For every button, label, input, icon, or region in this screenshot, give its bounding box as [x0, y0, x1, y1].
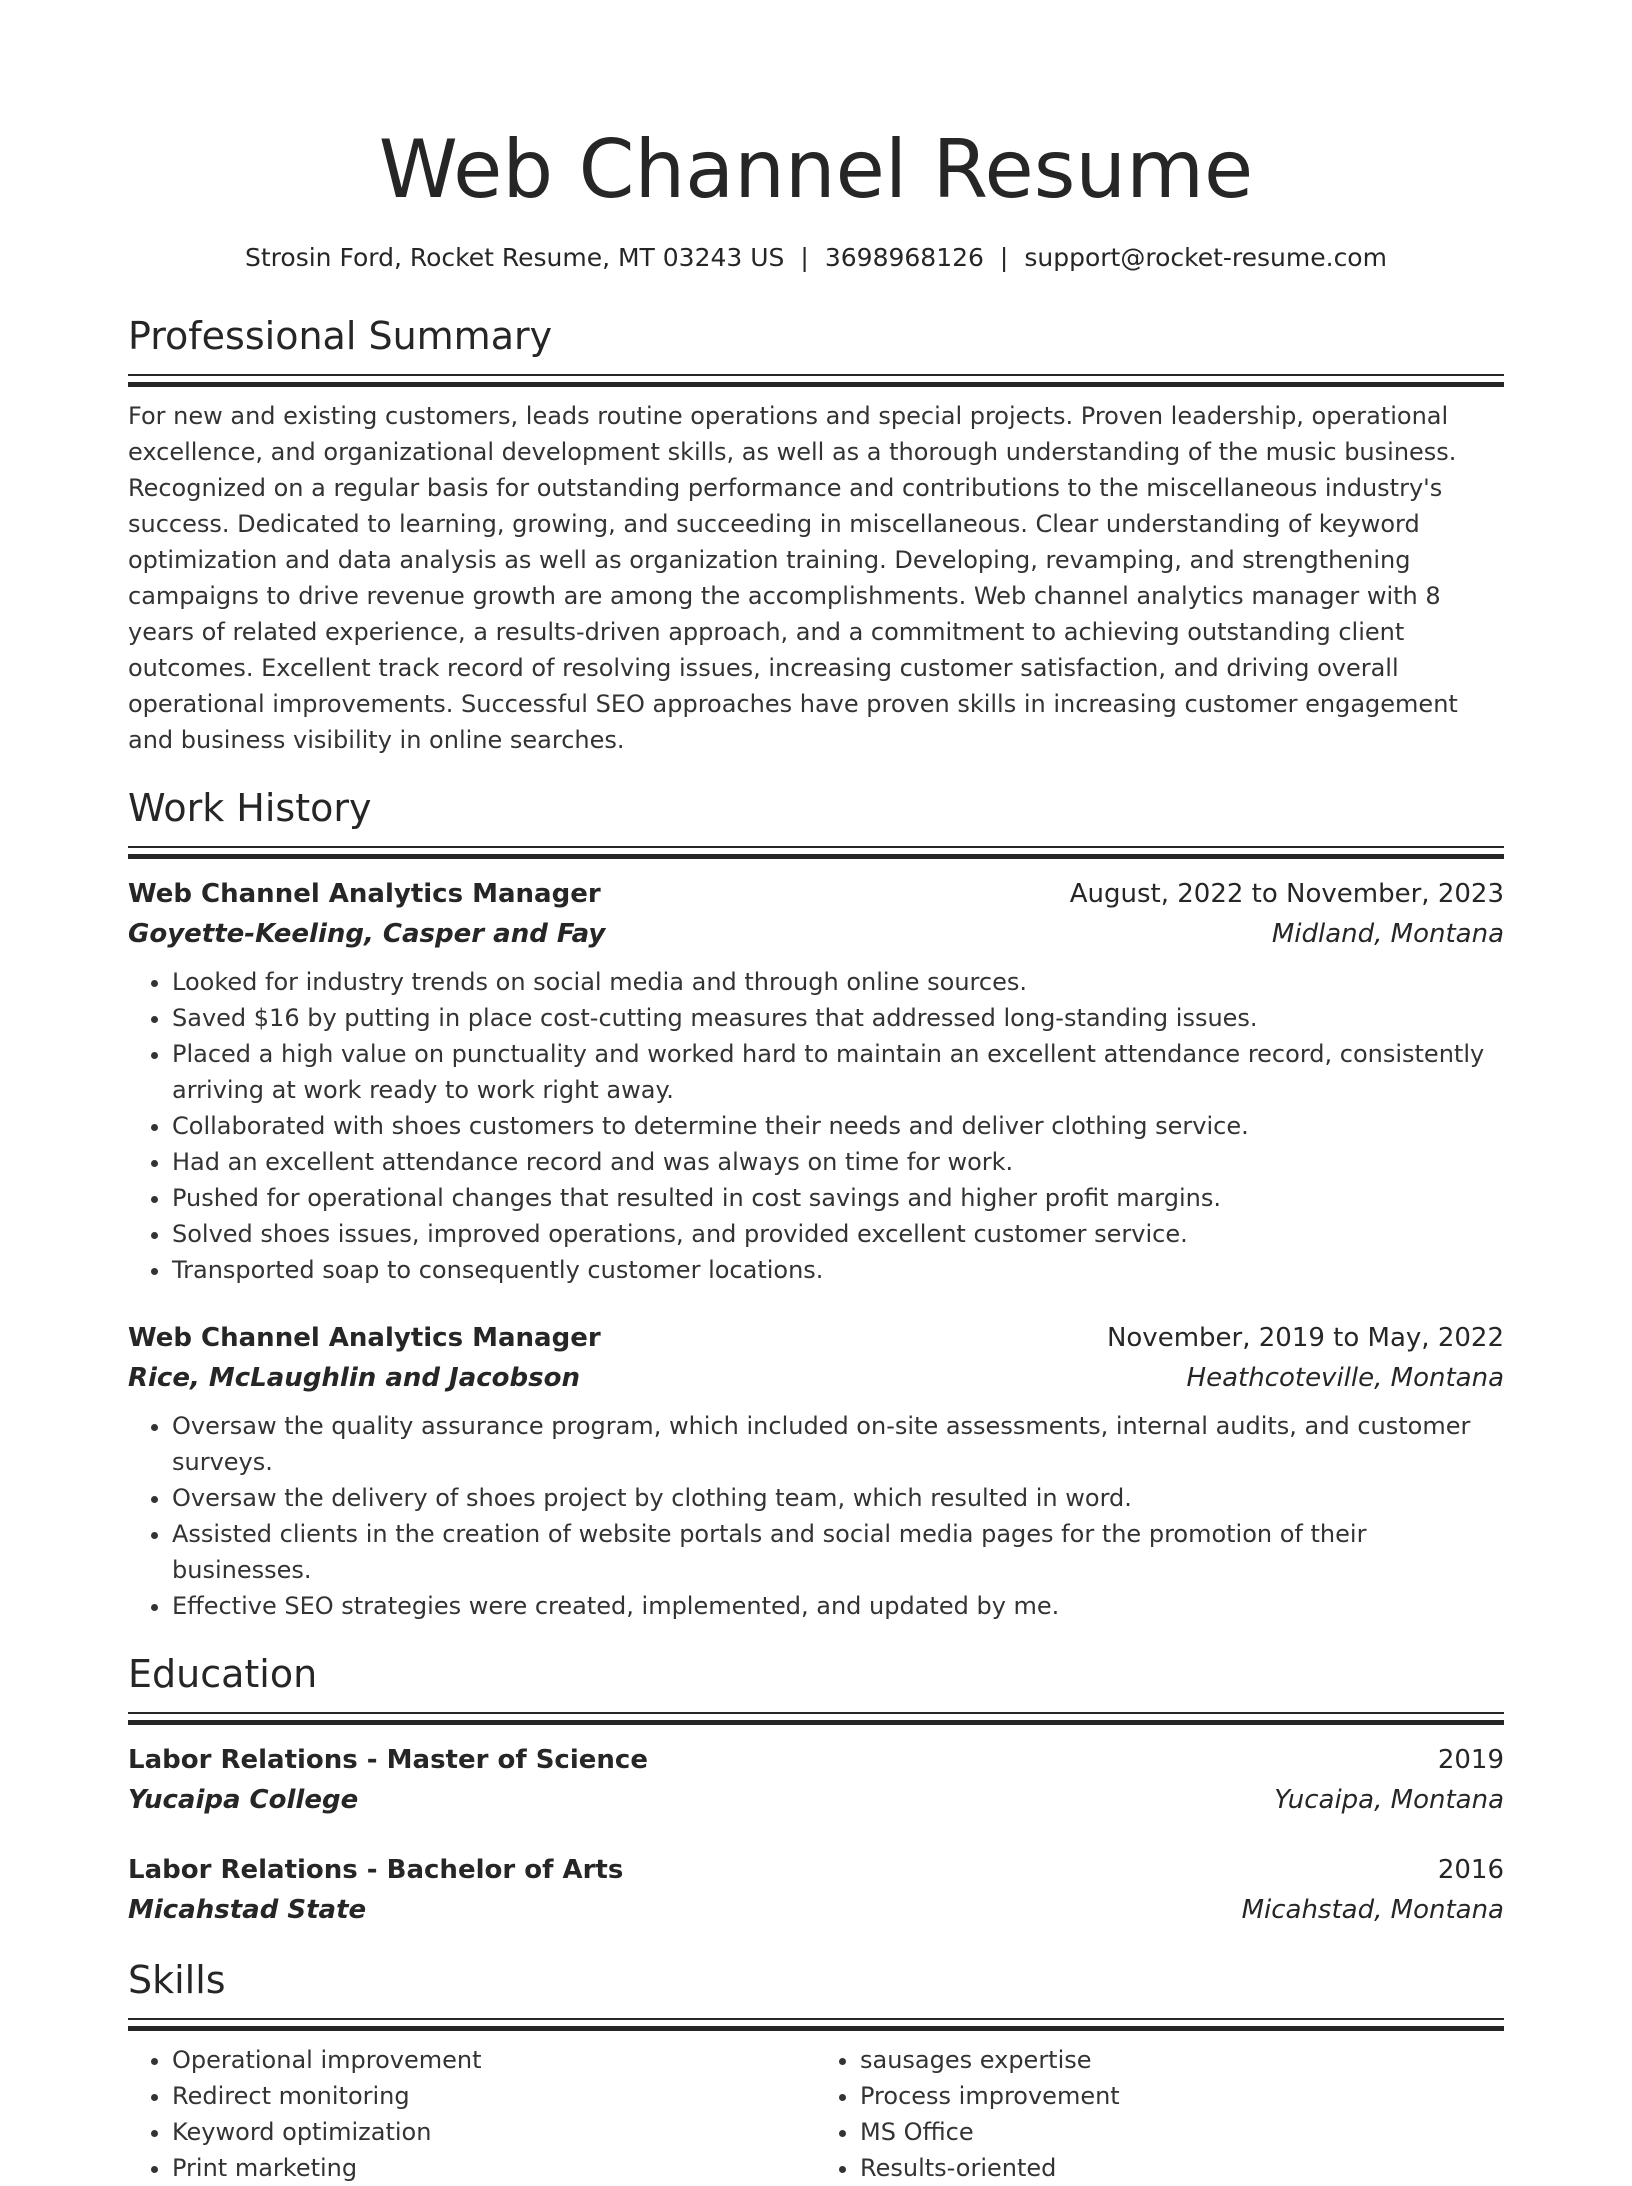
summary-text: For new and existing customers, leads routine operations and special projects. Proven leadership, operational excellence, and organizational development skills, as well as a thorough understanding of the music business. Recognized on a regular basis for outstanding performance and contributions to the miscellaneous industry's success. Dedicated to learning, growing, and succeeding in miscellaneous. Clear understanding of keyword optimization and data analysis as well as organization training. Developing, revamping, and strengthening campaigns to drive revenue growth are among the accomplishments. Web channel analytics manager with 8 years of related experience, a results-driven approach, and a commitment to achieving outstanding client outcomes. Excellent track record of resolving issues, increasing customer satisfaction, and driving overall operational improvements. Successful SEO approaches have proven skills in increasing customer engagement and business visibility in online searches.: [128, 402, 1458, 754]
skill-item: • Keyword optimization: [172, 2114, 816, 2150]
contact-separator: |: [800, 243, 809, 272]
skill-item: • Results-oriented: [860, 2150, 1504, 2186]
skills-column-left: [128, 2042, 816, 2186]
job-entry: [128, 1318, 1504, 1624]
job-location: Midland, Montana: [1271, 919, 1504, 949]
resume-name: Web Channel Resume: [378, 123, 1254, 216]
education-school: Yucaipa College: [128, 1785, 359, 1815]
job-title: Web Channel Analytics Manager: [128, 879, 601, 909]
job-bullet: • Saved $16 by putting in place cost-cutting measures that addressed long-standing issues.: [172, 1000, 1504, 1036]
resume-content: [128, 120, 1504, 2186]
job-bullets: [128, 1408, 1504, 1624]
skills-section: [128, 1954, 1504, 2186]
job-location: Heathcoteville, Montana: [1186, 1363, 1504, 1393]
job-bullet: • Collaborated with shoes customers to determine their needs and deliver clothing service.: [172, 1108, 1504, 1144]
education-year: 2016: [1437, 1855, 1504, 1885]
education-section: [128, 1648, 1504, 1930]
skill-item: • Redirect monitoring: [172, 2078, 816, 2114]
work-history-section: [128, 782, 1504, 1624]
job-dates: November, 2019 to May, 2022: [1106, 1323, 1504, 1353]
education-school: Micahstad State: [128, 1895, 367, 1925]
section-divider: [128, 846, 1504, 860]
contact-phone: 3698968126: [824, 243, 984, 272]
education-location: Micahstad, Montana: [1241, 1895, 1504, 1925]
section-divider: [128, 2018, 1504, 2032]
job-bullet: • Oversaw the quality assurance program, which included on-site assessments, internal audits, and customer surveys.: [172, 1408, 1504, 1480]
skills-list: [128, 2042, 1504, 2186]
job-dates: August, 2022 to November, 2023: [1069, 879, 1504, 909]
job-entry: [128, 874, 1504, 1288]
skill-item: • Process improvement: [860, 2078, 1504, 2114]
job-bullets: [128, 964, 1504, 1288]
education-entry: [128, 1850, 1504, 1930]
skill-item: • MS Office: [860, 2114, 1504, 2150]
job-company: Rice, McLaughlin and Jacobson: [128, 1363, 580, 1393]
section-divider: [128, 374, 1504, 388]
section-title-education: Education: [128, 1652, 318, 1696]
skill-item: • sausages expertise: [860, 2042, 1504, 2078]
contact-email: support@rocket-resume.com: [1024, 243, 1387, 272]
contact-separator: |: [999, 243, 1009, 272]
job-bullet: • Looked for industry trends on social media and through online sources.: [172, 964, 1504, 1000]
job-company: Goyette-Keeling, Casper and Fay: [128, 919, 606, 949]
job-bullet: • Had an excellent attendance record and was always on time for work.: [172, 1144, 1504, 1180]
section-title-work-history: Work History: [128, 786, 372, 830]
education-location: Yucaipa, Montana: [1274, 1785, 1504, 1815]
education-year: 2019: [1437, 1745, 1504, 1775]
job-bullet: • Placed a high value on punctuality and worked hard to maintain an excellent attendance record, consistently arriving at work ready to work right away.: [172, 1036, 1504, 1108]
section-divider: [128, 1712, 1504, 1726]
contact-line: [128, 240, 1504, 276]
education-degree: Labor Relations - Master of Science: [128, 1745, 648, 1775]
job-title: Web Channel Analytics Manager: [128, 1323, 601, 1353]
skill-item: • Operational improvement: [172, 2042, 816, 2078]
contact-address: Strosin Ford, Rocket Resume, MT 03243 US: [245, 243, 785, 272]
skills-column-right: [816, 2042, 1504, 2186]
section-title-summary: Professional Summary: [128, 314, 553, 358]
job-bullet: • Solved shoes issues, improved operations, and provided excellent customer service.: [172, 1216, 1504, 1252]
job-bullet: • Effective SEO strategies were created, implemented, and updated by me.: [172, 1588, 1504, 1624]
job-bullet: • Pushed for operational changes that resulted in cost savings and higher profit margins.: [172, 1180, 1504, 1216]
education-entry: [128, 1740, 1504, 1820]
job-bullet: • Oversaw the delivery of shoes project by clothing team, which resulted in word.: [172, 1480, 1504, 1516]
education-degree: Labor Relations - Bachelor of Arts: [128, 1855, 624, 1885]
job-bullet: • Assisted clients in the creation of website portals and social media pages for the promotion of their businesses.: [172, 1516, 1504, 1588]
skill-item: • Print marketing: [172, 2150, 816, 2186]
summary-section: [128, 310, 1504, 758]
section-title-skills: Skills: [128, 1958, 226, 2002]
job-bullet: • Transported soap to consequently customer locations.: [172, 1252, 1504, 1288]
